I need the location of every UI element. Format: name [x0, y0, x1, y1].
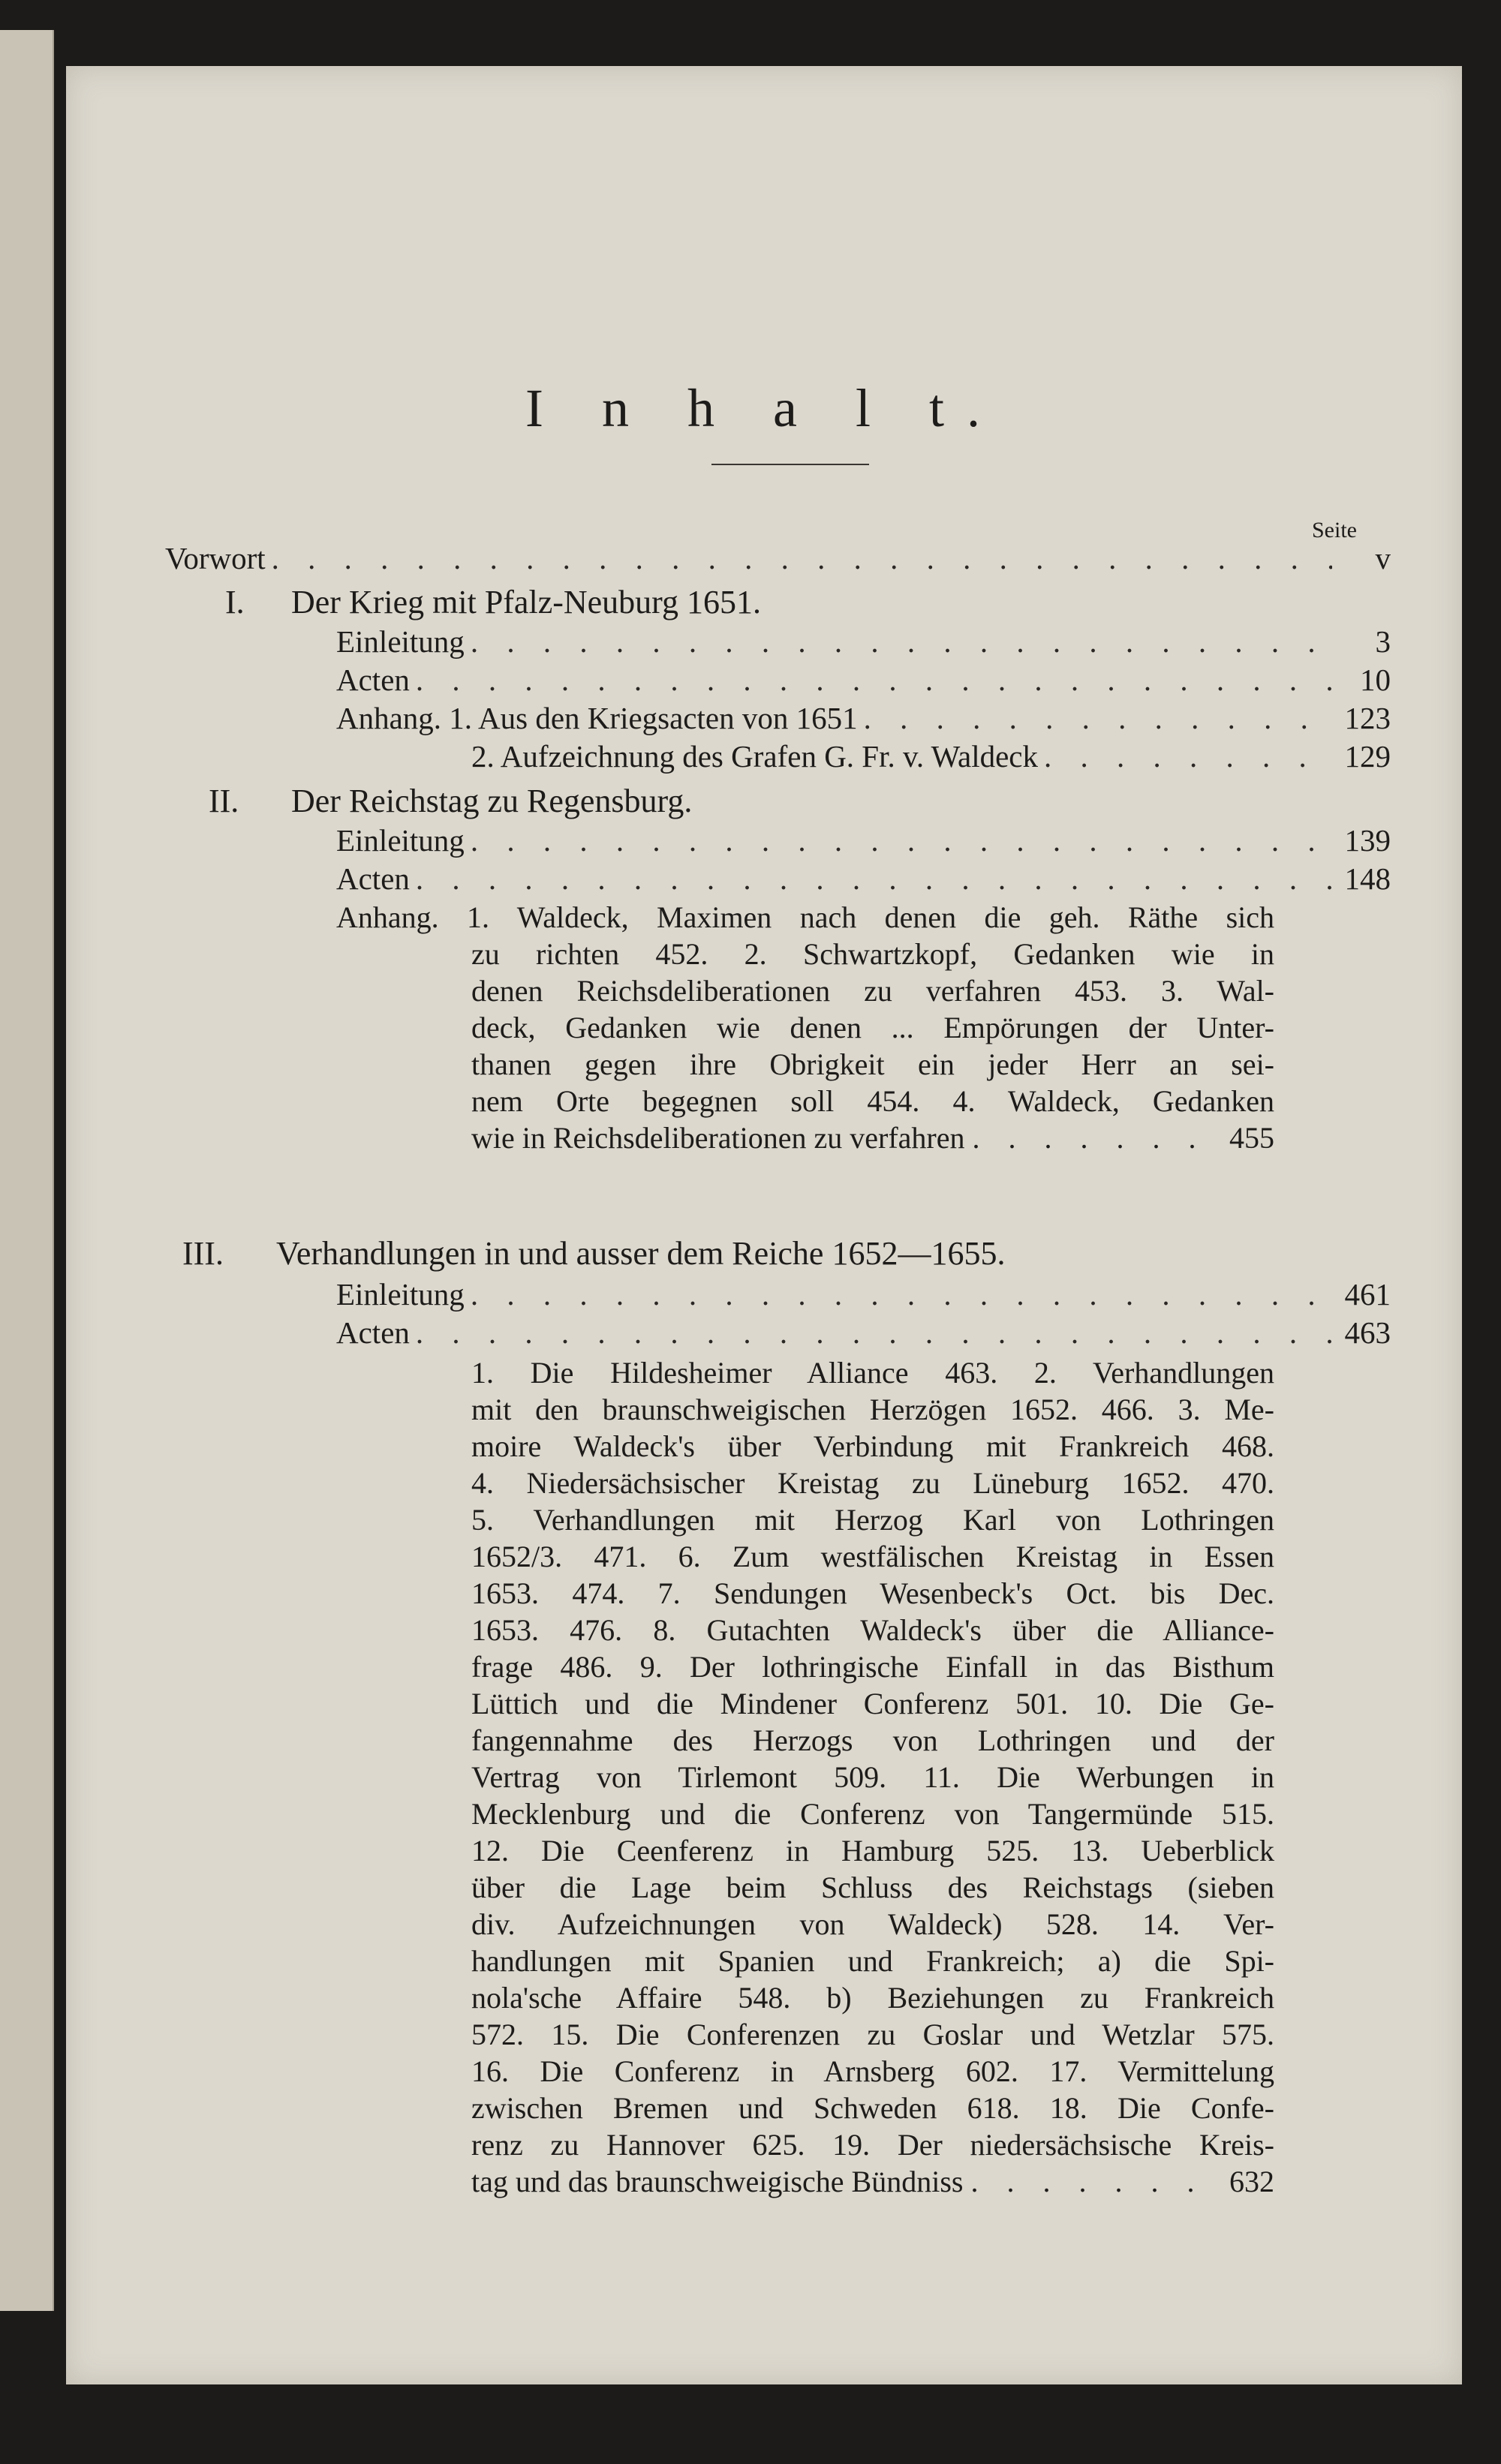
leader-dots: [416, 1315, 1332, 1351]
title-rule: [711, 464, 869, 465]
toc-entry-vorwort: [165, 540, 1391, 576]
toc-page: v: [1375, 541, 1391, 575]
adjacent-page-edge: [0, 30, 54, 2311]
paragraph-line: fangennahme des Herzogs von Lothringen und der: [471, 1723, 1274, 1757]
toc-page: 461: [1344, 1277, 1391, 1312]
section-heading-i: [225, 584, 761, 621]
toc-page: 3: [1375, 624, 1391, 659]
toc-label: tag und das braunschweigische Bündniss: [471, 2165, 964, 2198]
paragraph-line: 1652/3. 471. 6. Zum westfälischen Kreistag in Essen: [471, 1540, 1274, 1573]
toc-label: 2. Aufzeichnung des Grafen G. Fr. v. Waldeck: [471, 739, 1038, 774]
section-number: III.: [182, 1235, 224, 1272]
paragraph-line: 1653. 474. 7. Sendungen Wesenbeck's Oct. bis Dec.: [471, 1576, 1274, 1610]
paragraph-line: deck, Gedanken wie denen ... Empörungen der Unter-: [471, 1011, 1274, 1044]
toc-entry-einleitung: [336, 1276, 1391, 1312]
paragraph-line: zu richten 452. 2. Schwartzkopf, Gedanken wie in: [471, 937, 1274, 971]
paragraph-line: renz zu Hannover 625. 19. Der niedersächsische Kreis-: [471, 2128, 1274, 2162]
leader-dots: [471, 624, 1332, 660]
toc-entry-anhang-1: [336, 700, 1391, 736]
section-heading-iii: [182, 1235, 1005, 1273]
section-number: I.: [225, 584, 245, 621]
paragraph-line: 12. Die Ceenferenz in Hamburg 525. 13. Ueberblick: [471, 1834, 1274, 1868]
paragraph-line: denen Reichsdeliberationen zu verfahren 453. 3. Wal-: [471, 974, 1274, 1008]
toc-page: 463: [1344, 1315, 1391, 1350]
paragraph-line: 5. Verhandlungen mit Herzog Karl von Lothringen: [471, 1503, 1274, 1537]
toc-page: 148: [1344, 861, 1391, 896]
paragraph-last-line: [471, 2163, 1274, 2200]
leader-dots: [471, 1276, 1332, 1312]
section-heading-ii: [209, 783, 692, 820]
book-page: [66, 66, 1462, 2384]
paragraph-line: nem Orte begegnen soll 454. 4. Waldeck, Gedanken: [471, 1084, 1274, 1118]
section-title: Der Reichstag zu Regensburg.: [291, 783, 693, 819]
paragraph-line: div. Aufzeichnungen von Waldeck) 528. 14. Ver-: [471, 1907, 1274, 1941]
seite-label: Seite: [1312, 518, 1357, 542]
anhang-paragraph-ii: [336, 899, 1274, 1156]
toc-page: 10: [1360, 663, 1391, 697]
toc-entry-einleitung: [336, 822, 1391, 858]
paragraph-last-line: [471, 1119, 1274, 1156]
leader-dots: [416, 662, 1332, 698]
acten-paragraph-iii: [471, 1354, 1274, 2200]
toc-label: Vorwort: [165, 541, 266, 575]
leader-dots: [864, 700, 1332, 736]
toc-entry-acten: [336, 861, 1391, 897]
toc-label: Anhang. 1. Aus den Kriegsacten von 1651: [336, 701, 858, 735]
section-title: Der Krieg mit Pfalz-Neuburg 1651.: [291, 584, 762, 621]
toc-page: 632: [1229, 2165, 1274, 2198]
toc-entry-einleitung: [336, 624, 1391, 660]
paragraph-line: 16. Die Conferenz in Arnsberg 602. 17. Vermittelung: [471, 2054, 1274, 2088]
leader-dots: [1044, 738, 1332, 774]
toc-label: wie in Reichsdeliberationen zu verfahren: [471, 1121, 965, 1155]
toc-entry-anhang-2: [471, 738, 1391, 774]
toc-label: Acten: [336, 861, 410, 896]
paragraph-line: thanen gegen ihre Obrigkeit ein jeder Herr an sei-: [471, 1047, 1274, 1081]
paragraph-line: Lüttich und die Mindener Conferenz 501. 10. Die Ge-: [471, 1687, 1274, 1720]
leader-dots: [471, 822, 1332, 858]
toc-page: 123: [1344, 701, 1391, 735]
paragraph-line: 1. Die Hildesheimer Alliance 463. 2. Verhandlungen: [471, 1356, 1274, 1390]
toc-page: 455: [1229, 1121, 1274, 1155]
toc-page: 139: [1344, 823, 1391, 858]
leader-dots: [272, 540, 1332, 576]
paragraph-line: Vertrag von Tirlemont 509. 11. Die Werbungen in: [471, 1760, 1274, 1794]
leader-dots: [973, 1119, 1215, 1156]
toc-label: Einleitung: [336, 624, 465, 659]
toc-label: Einleitung: [336, 1277, 465, 1312]
toc-entry-acten: [336, 662, 1391, 698]
section-number: II.: [209, 783, 239, 819]
paragraph-line: moire Waldeck's über Verbindung mit Frankreich 468.: [471, 1429, 1274, 1463]
paragraph-line: Mecklenburg und die Conferenz von Tangermünde 515.: [471, 1797, 1274, 1831]
toc-label: Acten: [336, 1315, 410, 1350]
toc-entry-acten: [336, 1315, 1391, 1351]
paragraph-line: über die Lage beim Schluss des Reichstags (sieben: [471, 1871, 1274, 1904]
paragraph-line: Anhang. 1. Waldeck, Maximen nach denen die geh. Räthe sich: [336, 900, 1274, 934]
paragraph-line: frage 486. 9. Der lothringische Einfall in das Bisthum: [471, 1650, 1274, 1684]
paragraph-line: nola'sche Affaire 548. b) Beziehungen zu Frankreich: [471, 1981, 1274, 2015]
paragraph-line: 1653. 476. 8. Gutachten Waldeck's über die Alliance-: [471, 1613, 1274, 1647]
paragraph-line: mit den braunschweigischen Herzögen 1652. 466. 3. Me-: [471, 1393, 1274, 1426]
page-title: I n h a l t.: [525, 378, 1003, 438]
section-title: Verhandlungen in und ausser dem Reiche 1652—1655.: [276, 1235, 1006, 1272]
paragraph-line: 572. 15. Die Conferenzen zu Goslar und Wetzlar 575.: [471, 2018, 1274, 2051]
leader-dots: [416, 861, 1332, 897]
toc-label: Acten: [336, 663, 410, 697]
toc-label: Einleitung: [336, 823, 465, 858]
paragraph-line: handlungen mit Spanien und Frankreich; a) die Spi-: [471, 1944, 1274, 1978]
leader-dots: [970, 2163, 1214, 2200]
paragraph-line: zwischen Bremen und Schweden 618. 18. Die Confe-: [471, 2091, 1274, 2125]
toc-page: 129: [1344, 739, 1391, 774]
paragraph-line: 4. Niedersächsischer Kreistag zu Lüneburg 1652. 470.: [471, 1466, 1274, 1500]
